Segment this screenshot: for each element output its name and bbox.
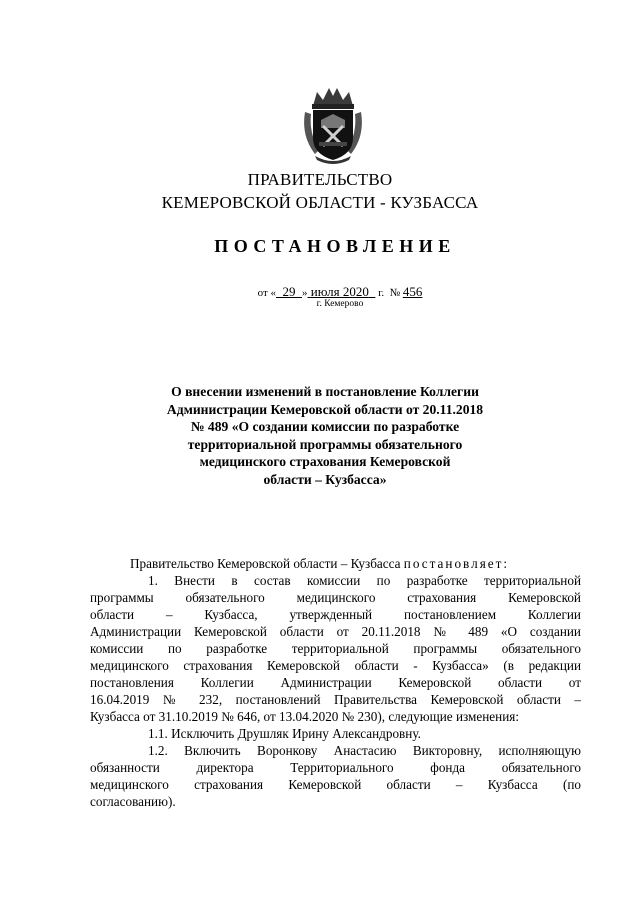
document-type-heading: ПОСТАНОВЛЕНИЕ [214,236,456,256]
document-number: 456 [402,284,423,299]
body-line: Администрации Кемеровской области от 20.11.2018 № 489 «О создании [90,624,581,639]
body-line: 1.1. Исключить Друшляк Ирину Александровну. [148,726,421,741]
date-mid: » [302,287,308,299]
title-line: медицинского страхования Кемеровской [199,454,451,470]
body-line: постановления Коллегии Администрации Кемеровской области от [90,675,581,690]
body-line: программы обязательного медицинского страхования Кемеровской [90,590,581,605]
date-month-year: июля 2020 [310,284,369,299]
body-intro: Правительство Кемеровской области – Кузбасса постановляет: [130,556,510,571]
body-line: Кузбасса от 31.10.2019 № 646, от 13.04.2020 № 230), следующие изменения: [90,709,519,724]
title-line: области – Кузбасса» [263,471,387,487]
title-line: территориальной программы обязательного [187,436,463,452]
body-line: комиссии по разработке территориальной программы обязательного [90,641,581,656]
date-day: 29 [282,284,296,299]
organization-name-line1: ПРАВИТЕЛЬСТВО [247,170,393,189]
body-line: 1.2. Включить Воронкову Анастасию Викторовну, исполняющую [148,743,581,758]
date-year-suffix: г. [378,287,385,299]
title-line: О внесении изменений в постановление Коллегии [171,384,479,399]
body-line: медицинского страхования Кемеровской области - Кузбасса» (в редакции [90,658,581,673]
date-prefix: от « [257,287,277,299]
title-line: № 489 «О создании комиссии по разработке [190,419,460,435]
document-title [140,383,510,489]
document-body [90,555,581,810]
coat-of-arms-emblem [299,84,367,164]
organization-name-line2: КЕМЕРОВСКОЙ ОБЛАСТИ - КУЗБАССА [161,193,479,212]
body-line: области – Кузбасса, утвержденный постановлением Коллегии [90,607,581,622]
body-line: обязанности директора Территориального фонда обязательного [90,760,581,775]
body-line: медицинского страхования Кемеровской области – Кузбасса (по [90,777,581,792]
body-line: 16.04.2019 № 232, постановлений Правительства Кемеровской области – [90,692,581,707]
document-date-line [0,284,640,300]
city-name: г. Кемерово [316,299,364,309]
body-line: согласованию). [90,794,176,809]
body-line: 1. Внести в состав комиссии по разработке территориальной [148,573,581,588]
title-line: Администрации Кемеровской области от 20.11.2018 [166,401,484,417]
document-number-label: № [389,287,401,299]
